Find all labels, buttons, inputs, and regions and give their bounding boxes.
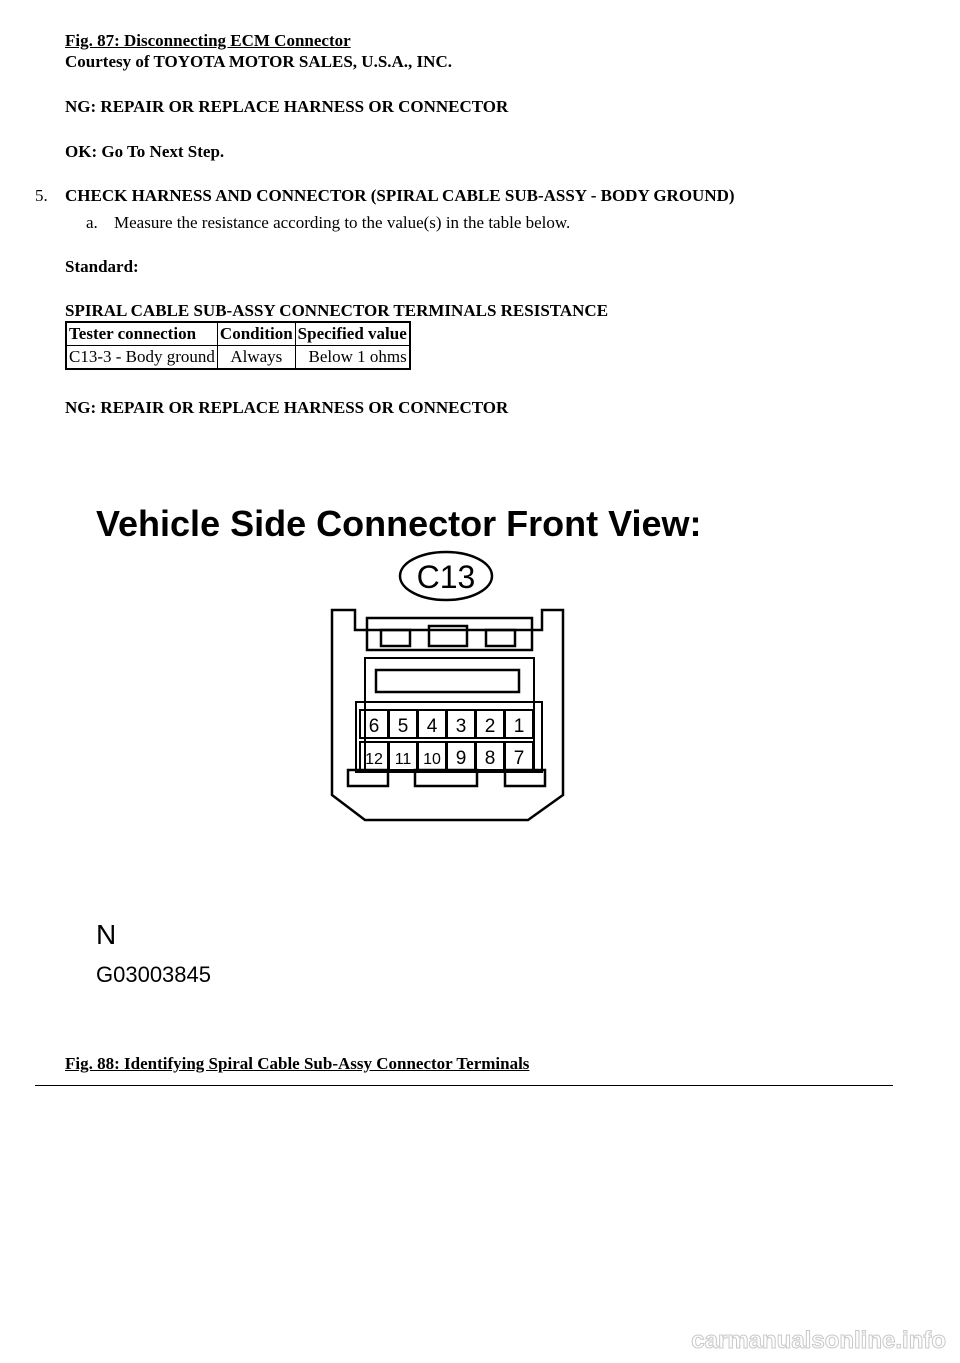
cell-specified-value: Below 1 ohms [295,346,410,370]
courtesy-line: Courtesy of TOYOTA MOTOR SALES, U.S.A., INC. [65,52,452,71]
pin-label: 2 [484,716,496,737]
pin-label: 11 [394,751,412,768]
pin-row-top [360,710,533,738]
pin-label: 5 [397,716,409,737]
cell-tester-connection: C13-3 - Body ground [66,346,217,370]
pin-label: 10 [423,751,441,768]
fig88-title: Fig. 88: Identifying Spiral Cable Sub-Assy Connector Terminals [65,1054,530,1073]
watermark [0,1320,960,1358]
step-number: 5. [35,186,48,205]
ng-result-2: NG: REPAIR OR REPLACE HARNESS OR CONNECTOR [65,398,509,417]
cell-condition: Always [217,346,295,370]
pin-label: 8 [484,748,496,769]
pin-label: 9 [455,748,467,769]
ng-result-1: NG: REPAIR OR REPLACE HARNESS OR CONNECTOR [65,97,509,116]
header-tester-connection: Tester connection [66,322,217,346]
connector-label: C13 [416,559,476,595]
watermark-bar [0,1320,960,1358]
ok-result: OK: Go To Next Step. [65,142,225,161]
step-title: CHECK HARNESS AND CONNECTOR (SPIRAL CABLE SUB-ASSY - BODY GROUND) [65,186,735,205]
diagram-code: G03003845 [96,962,211,987]
fig87-title: Fig. 87: Disconnecting ECM Connector [65,31,351,50]
pin-label: 1 [513,716,525,737]
connector-diagram [0,480,960,1000]
pin-row-bottom [360,742,533,770]
page-divider [35,1085,893,1086]
diagram-title: Vehicle Side Connector Front View: [96,503,702,544]
substep-text: Measure the resistance according to the value(s) in the table below. [114,213,571,232]
diagram-marker: N [96,919,117,950]
pin-label: 3 [455,716,467,737]
header-condition: Condition [217,322,295,346]
watermark-text: carmanualsonline.info [691,1327,946,1354]
table-caption: SPIRAL CABLE SUB-ASSY CONNECTOR TERMINALS RESISTANCE [65,301,609,320]
pin-label: 7 [513,748,525,769]
header-specified-value: Specified value [295,322,410,346]
substep-letter: a. [86,213,98,232]
pin-label: 6 [368,716,380,737]
pin-grid [360,710,533,770]
resistance-table [65,321,411,370]
standard-label: Standard: [65,257,139,276]
table-row [66,346,410,370]
pin-label: 4 [426,716,438,737]
table-header-row [66,322,410,346]
pin-label: 12 [365,751,383,768]
